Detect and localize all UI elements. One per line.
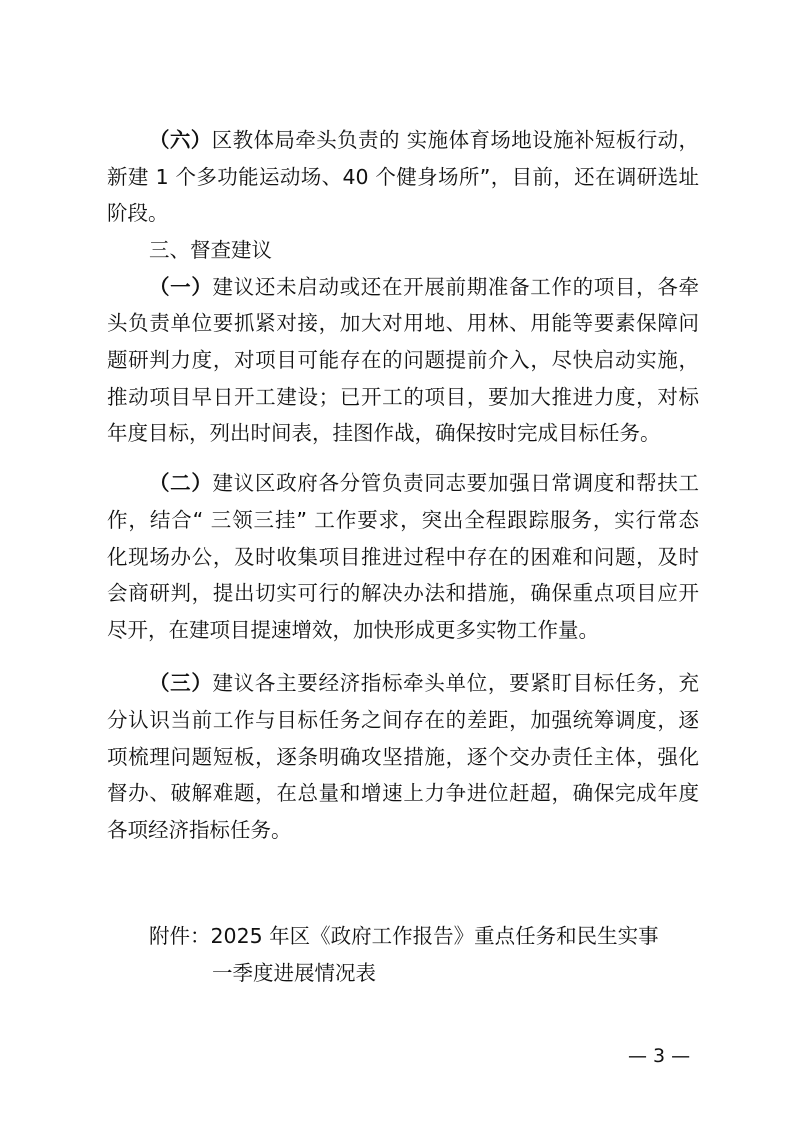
item-number-1: （一） xyxy=(149,275,213,299)
suggestion-2-line-4: 会商研判，提出切实可行的解决办法和措施，确保重点项目应开 xyxy=(107,581,699,605)
item-number-3: （三） xyxy=(149,671,213,695)
suggestion-1-line-1 xyxy=(149,274,699,300)
paragraph-6-line-3: 阶段。 xyxy=(107,201,169,225)
suggestion-1-line-3: 题研判力度，对项目可能存在的问题提前介入，尽快启动实施， xyxy=(107,348,699,372)
suggestion-2-line-2: 作，结合“ 三领三挂” 工作要求，突出全程跟踪服务，实行常态 xyxy=(107,508,699,532)
paragraph-6-line-1 xyxy=(149,127,699,153)
suggestion-1-text-1: 建议还未启动或还在开展前期准备工作的项目，各牵 xyxy=(212,275,700,299)
suggestion-3-line-5: 各项经济指标任务。 xyxy=(107,818,292,842)
suggestion-2-line-5: 尽开，在建项目提速增效，加快形成更多实物工作量。 xyxy=(107,618,599,642)
section-heading-supervision-suggestions: 三、督查建议 xyxy=(149,238,272,262)
suggestion-3-line-2: 分认识当前工作与目标任务之间存在的差距，加强统筹调度，逐 xyxy=(107,708,699,732)
suggestion-2-line-1 xyxy=(149,470,699,496)
suggestion-3-line-3: 项梳理问题短板，逐条明确攻坚措施，逐个交办责任主体，强化 xyxy=(107,745,699,769)
suggestion-1-line-4: 推动项目早日开工建设；已开工的项目，要加大推进力度，对标 xyxy=(107,385,699,409)
suggestion-3-line-1 xyxy=(149,670,699,696)
suggestion-1-line-2: 头负责单位要抓紧对接，加大对用地、用林、用能等要素保障问 xyxy=(107,311,699,335)
suggestion-1-line-5: 年度目标，列出时间表，挂图作战，确保按时完成目标任务。 xyxy=(107,421,661,445)
suggestion-3-text-1: 建议各主要经济指标牵头单位，要紧盯目标任务，充 xyxy=(212,671,700,695)
suggestion-3-line-4: 督办、破解难题，在总量和增速上力争进位赶超，确保完成年度 xyxy=(107,781,699,805)
suggestion-2-line-3: 化现场办公，及时收集项目推进过程中存在的困难和问题，及时 xyxy=(107,545,699,569)
attachment-title-line-2: 一季度进展情况表 xyxy=(212,961,376,985)
item-number-2: （二） xyxy=(149,471,213,495)
paragraph-6-text-1: 区教体局牵头负责的 实施体育场地设施补短板行动， xyxy=(211,128,700,152)
paragraph-6-line-2: 新建 1 个多功能运动场、40 个健身场所”，目前，还在调研选址 xyxy=(107,165,699,189)
item-number-6: （六） xyxy=(149,128,212,152)
attachment-title-line-1: 附件：2025 年区《政府工作报告》重点任务和民生实事 xyxy=(149,924,659,948)
suggestion-2-text-1: 建议区政府各分管负责同志要加强日常调度和帮扶工 xyxy=(212,471,700,495)
page-number: — 3 — xyxy=(628,1045,691,1067)
